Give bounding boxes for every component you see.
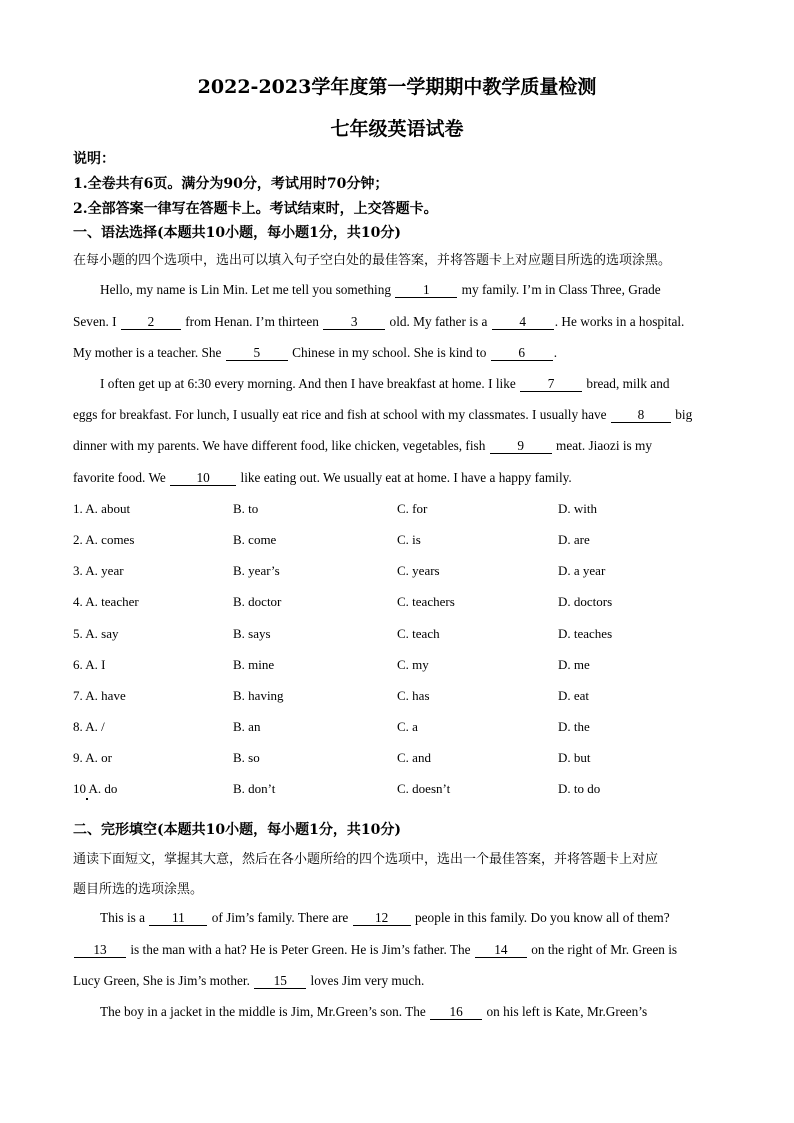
passage1-line: favorite food. We 10 like eating out. We usually eat at home. I have a happy family. — [73, 470, 572, 485]
option-label: C. years — [397, 563, 440, 578]
option-label: 10 A. do — [73, 781, 118, 796]
option-label: C. a — [397, 719, 418, 734]
blank-12: 12 — [353, 911, 411, 926]
blank-14: 14 — [475, 943, 527, 958]
blank-6: 6 — [491, 346, 553, 361]
blank-7: 7 — [520, 377, 582, 392]
passage1-line: Seven. I 2 from Henan. I’m thirteen 3 old. My father is a 4 . He works in a hospital. — [73, 314, 685, 329]
option-label: D. but — [558, 750, 591, 765]
notes-label: 说明： — [73, 151, 115, 167]
option-label: D. to do — [558, 781, 601, 796]
option-label: C. has — [397, 688, 430, 703]
blank-16: 16 — [430, 1005, 482, 1020]
option-label: C. my — [397, 657, 429, 672]
option-label: B. doctor — [233, 594, 282, 609]
section2-heading: 二、完形填空(本题共10小题，每小题1分，共10分) — [73, 822, 401, 838]
blank-1: 1 — [395, 283, 457, 298]
blank-5: 5 — [226, 346, 288, 361]
option-label: B. an — [233, 719, 261, 734]
option-label: 4. A. teacher — [73, 594, 139, 609]
option-label: C. doesn’t — [397, 781, 451, 796]
section2-instruction-line2: 题目所选的选项涂黑。 — [73, 882, 204, 897]
option-label: 6. A. I — [73, 657, 106, 672]
option-label: B. year’s — [233, 563, 280, 578]
option-label: 9. A. or — [73, 750, 112, 765]
option-label: B. to — [233, 501, 259, 516]
option-label: D. the — [558, 719, 590, 734]
blank-10: 10 — [170, 471, 236, 486]
exam-title: 2022-2023学年度第一学期期中教学质量检测 — [197, 76, 597, 98]
option-label: 5. A. say — [73, 626, 119, 641]
option-label: D. with — [558, 501, 597, 516]
blank-9: 9 — [490, 439, 552, 454]
blank-8: 8 — [611, 408, 671, 423]
option-label: D. me — [558, 657, 590, 672]
stray-dot — [86, 798, 88, 800]
option-label: 7. A. have — [73, 688, 126, 703]
section2-instruction-line1: 通读下面短文，掌握其大意，然后在各小题所给的四个选项中，选出一个最佳答案，并将答题卡上对应 — [73, 852, 659, 867]
passage1-line: dinner with my parents. We have different food, like chicken, vegetables, fish 9 meat. Jiaozi is my — [73, 438, 653, 453]
exam-subtitle: 七年级英语试卷 — [330, 118, 464, 140]
note-item-1: 1.全卷共有6页。满分为90分，考试用时70分钟； — [73, 176, 389, 192]
section1-instruction: 在每小题的四个选项中，选出可以填入句子空白处的最佳答案，并将答题卡上对应题目所选的选项涂黑。 — [73, 253, 672, 268]
option-label: B. having — [233, 688, 284, 703]
blank-11: 11 — [149, 911, 207, 926]
blank-13: 13 — [74, 943, 126, 958]
option-label: 8. A. / — [73, 719, 105, 734]
option-label: C. teachers — [397, 594, 455, 609]
option-label: B. don’t — [233, 781, 276, 796]
option-label: B. so — [233, 750, 260, 765]
option-label: 1. A. about — [73, 501, 131, 516]
passage1-line: My mother is a teacher. She 5 Chinese in my school. She is kind to 6 . — [73, 345, 558, 360]
note-item-2: 2.全部答案一律写在答题卡上。考试结束时，上交答题卡。 — [73, 201, 438, 217]
option-label: 2. A. comes — [73, 532, 135, 547]
passage1-line: I often get up at 6:30 every morning. And then I have breakfast at home. I like 7 bread, milk and — [100, 376, 670, 391]
option-label: D. eat — [558, 688, 590, 703]
blank-15: 15 — [254, 974, 306, 989]
passage2-line: Lucy Green, She is Jim’s mother. 15 loves Jim very much. — [73, 973, 425, 988]
option-label: C. and — [397, 750, 431, 765]
option-label: D. teaches — [558, 626, 613, 641]
passage2-line: The boy in a jacket in the middle is Jim, Mr.Green’s son. The 16 on his left is Kate, Mr.Green’s — [100, 1004, 648, 1019]
blank-2: 2 — [121, 315, 181, 330]
option-label: C. teach — [397, 626, 440, 641]
passage1-line: eggs for breakfast. For lunch, I usually eat rice and fish at school with my classmates. I usually have 8 big — [73, 407, 693, 422]
blank-3: 3 — [323, 315, 385, 330]
option-label: C. is — [397, 532, 421, 547]
option-label: D. doctors — [558, 594, 613, 609]
section1-heading: 一、语法选择(本题共10小题，每小题1分，共10分) — [73, 225, 401, 241]
blank-4: 4 — [492, 315, 554, 330]
passage2-line: This is a 11 of Jim’s family. There are 12 people in this family. Do you know all of them? — [100, 910, 670, 925]
option-label: D. a year — [558, 563, 606, 578]
option-label: C. for — [397, 501, 428, 516]
option-label: B. mine — [233, 657, 275, 672]
passage2-line: 13 is the man with a hat? He is Peter Green. He is Jim’s father. The 14 on the right of Mr. Green is — [73, 942, 677, 958]
option-label: B. come — [233, 532, 277, 547]
option-label: 3. A. year — [73, 563, 124, 578]
option-label: D. are — [558, 532, 590, 547]
passage1-line: Hello, my name is Lin Min. Let me tell you something 1 my family. I’m in Class Three, Grade — [100, 282, 661, 297]
option-label: B. says — [233, 626, 271, 641]
